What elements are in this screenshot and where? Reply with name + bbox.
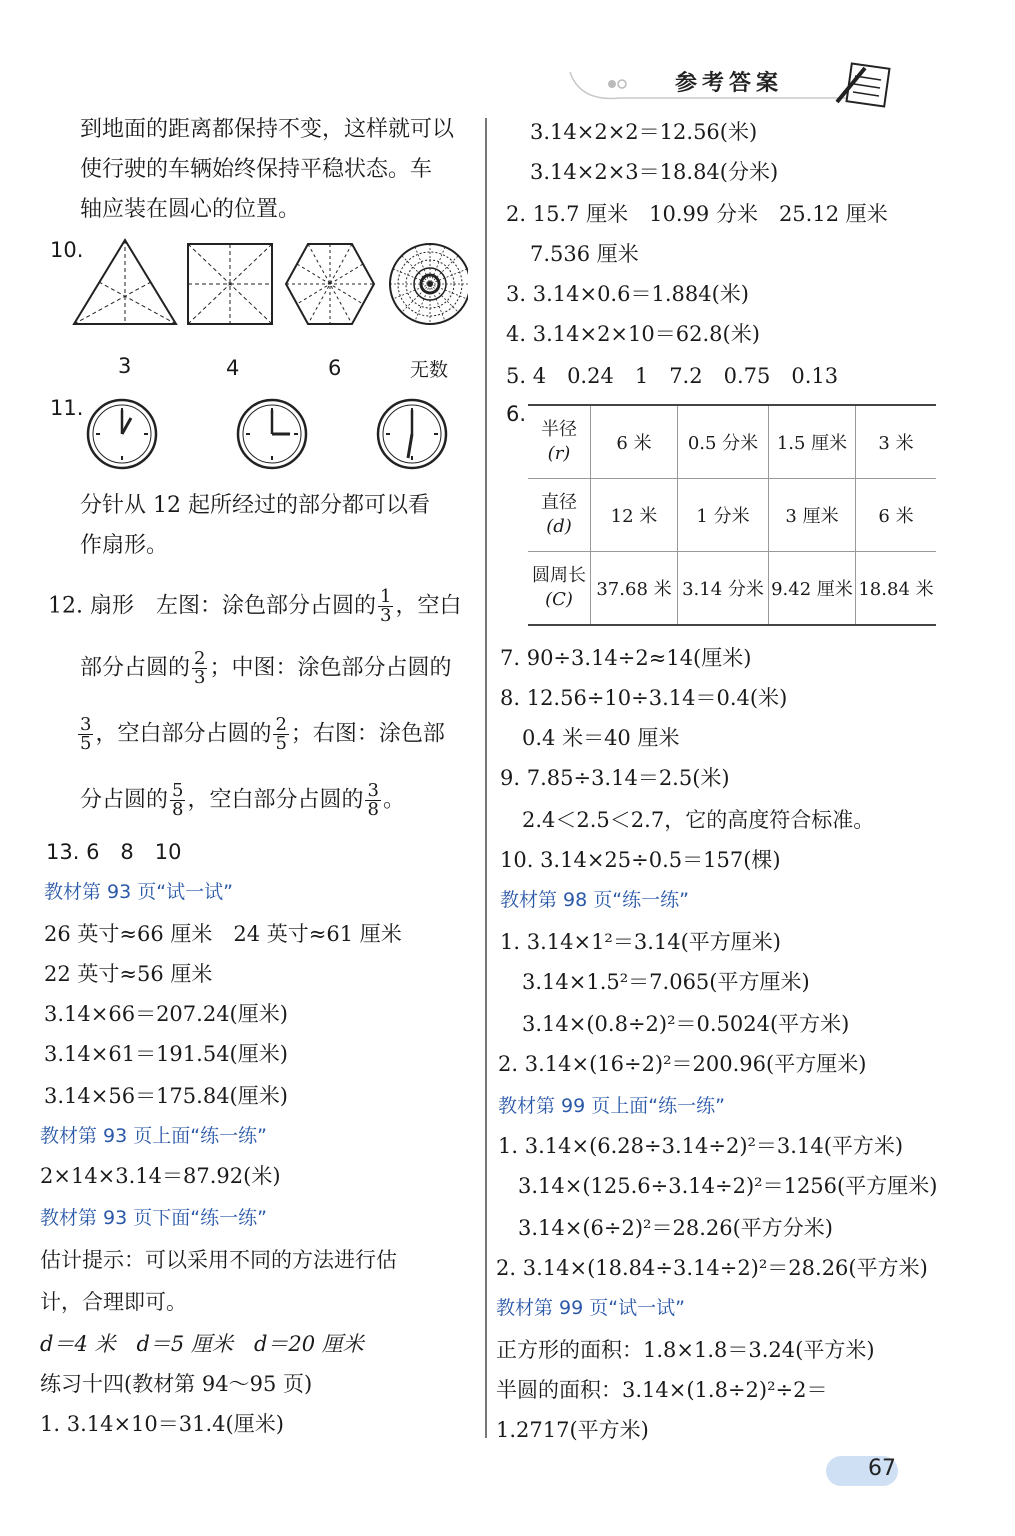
question-number: 11. [50,396,84,420]
row-header: 半径 (r) [528,405,591,479]
question-12-line: 12. 扇形 左图：涂色部分占圆的 $\frac{1}{3}$ ，空白 [48,586,462,626]
text-line: 1. 3.14×10＝31.4(厘米) [40,1412,284,1436]
text-line: 练习十四(教材第 94～95 页) [40,1372,313,1396]
page-number: 67 [868,1456,896,1481]
text-line: 3.14×66＝207.24(厘米) [44,1002,288,1026]
fraction: $\frac{3}{5}$ [80,714,92,754]
text-line: 3.14×(125.6÷3.14÷2)²＝1256(平方厘米) [518,1174,938,1198]
text-line: 使行驶的车辆始终保持平稳状态。车 [80,157,433,182]
table-cell: 3 米 [856,405,937,479]
text-line: 作扇形。 [80,533,169,558]
fraction: $\frac{3}{8}$ [367,780,379,820]
text-line: 3.14×56＝175.84(厘米) [44,1084,288,1108]
circle-figure [390,244,468,324]
section-heading: 教材第 93 页上面“练一练” [40,1125,267,1147]
question-number: 10. [50,238,84,262]
table-cell: 12 米 [591,479,678,552]
section-heading: 教材第 99 页上面“练一练” [498,1095,725,1117]
circle-measure-table [528,404,936,626]
text-line: 22 英寸≈56 厘米 [44,962,213,986]
table-cell: 3.14 分米 [678,552,769,626]
shape-label: 4 [226,356,240,380]
text-line: 半圆的面积：3.14×(1.8÷2)²÷2＝ [496,1378,828,1402]
text-line: 1. 3.14×(6.28÷3.14÷2)²＝3.14(平方米) [498,1134,904,1158]
table-cell: 0.5 分米 [678,405,769,479]
text-line: 估计提示：可以采用不同的方法进行估 [40,1248,397,1272]
text-line: 分针从 12 起所经过的部分都可以看 [80,493,430,518]
text-line: 9. 7.85÷3.14＝2.5(米) [500,766,730,790]
fraction: $\frac{1}{3}$ [379,586,392,626]
table-cell: 3 厘米 [769,479,856,552]
text-line: 3.14×2×3＝18.84(分米) [530,160,779,184]
clock-icon [238,400,306,468]
hexagon-figure [286,244,374,324]
table-row [528,479,936,552]
text-line: 1.2717(平方米) [496,1418,649,1442]
text-line: 3.14×(6÷2)²＝28.26(平方分米) [518,1216,833,1240]
text-line: 2×14×3.14＝87.92(米) [40,1164,281,1188]
shape-label: 3 [118,354,132,378]
section-heading: 教材第 99 页“试一试” [496,1297,685,1319]
text-line: 2.4＜2.5＜2.7，它的高度符合标准。 [522,808,875,832]
text-line: 到地面的距离都保持不变，这样就可以 [80,117,455,142]
question-12-line: 分占圆的 $\frac{5}{8}$ ，空白部分占圆的 $\frac{3}{8}$ 。 [80,780,405,820]
text-line: 1. 3.14×1²＝3.14(平方厘米) [500,930,781,954]
text-line: 计，合理即可。 [40,1290,187,1314]
text-line: 轴应装在圆心的位置。 [80,197,301,222]
table-cell: 6 米 [856,479,937,552]
text-line: 7.536 厘米 [530,242,639,266]
text-line: 2. 15.7 厘米 10.99 分米 25.12 厘米 [506,202,888,226]
table-cell: 37.68 米 [591,552,678,626]
table-row [528,405,936,479]
table-cell: 18.84 米 [856,552,937,626]
text-line: 13. 6 8 10 [46,840,182,864]
question-number: 6. [506,402,527,426]
fraction: $\frac{5}{8}$ [172,780,184,820]
table-cell: 6 米 [591,405,678,479]
fraction: $\frac{2}{3}$ [194,648,206,688]
text-line: 0.4 米＝40 厘米 [522,726,680,750]
section-heading: 教材第 93 页“试一试” [44,881,233,903]
shape-label: 无数 [410,359,449,381]
text-line: d＝4 米 d＝5 厘米 d＝20 厘米 [40,1332,364,1356]
fraction: $\frac{2}{5}$ [275,714,287,754]
text-line: 7. 90÷3.14÷2≈14(厘米) [500,646,752,670]
text-line: 4. 3.14×2×10＝62.8(米) [506,322,760,346]
writing-paper-icon [835,58,895,110]
text-line: 2. 3.14×(18.84÷3.14÷2)²＝28.26(平方米) [496,1256,928,1280]
question-12-line: $\frac{3}{5}$ ，空白部分占圆的 $\frac{2}{5}$ ；右图：涂色部 [80,714,445,754]
square-figure [188,244,272,324]
text-line: 8. 12.56÷10÷3.14＝0.4(米) [500,686,788,710]
section-heading: 教材第 98 页“练一练” [500,889,689,911]
text-line: 3. 3.14×0.6＝1.884(米) [506,282,749,306]
text-line: 10. 3.14×25÷0.5＝157(棵) [500,848,781,872]
text-line: 3.14×61＝191.54(厘米) [44,1042,288,1066]
row-header: 直径 (d) [528,479,591,552]
row-header: 圆周长 (C) [528,552,591,626]
triangle-figure [74,240,176,324]
clock-icon [378,400,446,468]
symmetry-figures [68,236,468,336]
text-line: 2. 3.14×(16÷2)²＝200.96(平方厘米) [498,1052,867,1076]
text-line: 26 英寸≈66 厘米 24 英寸≈61 厘米 [44,922,402,946]
text-line: 3.14×1.5²＝7.065(平方厘米) [522,970,810,994]
table-cell: 1 分米 [678,479,769,552]
page-title: 参考答案 [675,71,784,96]
clock-icon [88,400,156,468]
table-row [528,552,936,626]
text-line: 5. 4 0.24 1 7.2 0.75 0.13 [506,364,839,388]
text-line: 3.14×2×2＝12.56(米) [530,120,758,144]
table-cell: 1.5 厘米 [769,405,856,479]
shape-label: 6 [328,356,342,380]
text-line: 正方形的面积：1.8×1.8＝3.24(平方米) [496,1338,875,1362]
text-line: 3.14×(0.8÷2)²＝0.5024(平方米) [522,1012,850,1036]
table-cell: 9.42 厘米 [769,552,856,626]
clock-figures [84,396,464,472]
section-heading: 教材第 93 页下面“练一练” [40,1207,267,1229]
column-divider [485,118,487,1438]
question-12-line: 部分占圆的 $\frac{2}{3}$ ；中图：涂色部分占圆的 [80,648,452,688]
